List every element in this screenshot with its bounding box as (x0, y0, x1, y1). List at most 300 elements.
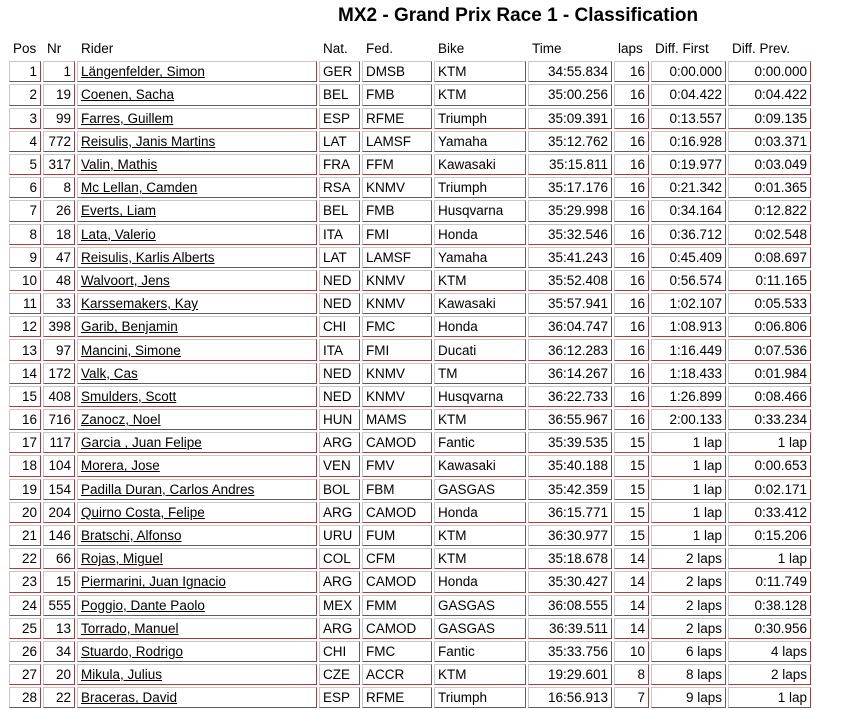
cell-time: 35:40.188 (528, 455, 612, 476)
table-row (9, 61, 811, 82)
cell-diff-first: 0:16.928 (651, 131, 726, 152)
cell-fed: FMI (362, 224, 432, 245)
rider-link[interactable]: Poggio, Dante Paolo (81, 597, 205, 613)
cell-diff-prev: 0:03.049 (728, 154, 811, 175)
table-row (9, 432, 811, 453)
table-row (9, 154, 811, 175)
cell-laps: 16 (614, 108, 649, 129)
cell-bike: Fantic (434, 641, 526, 662)
cell-diff-first: 0:21.342 (651, 177, 726, 198)
cell-nat: ESP (319, 108, 360, 129)
cell-pos: 21 (9, 525, 41, 546)
cell-pos: 6 (9, 177, 41, 198)
cell-pos: 26 (9, 641, 41, 662)
rider-link[interactable]: Farres, Guillem (81, 110, 174, 126)
table-row (9, 525, 811, 546)
cell-bike: Honda (434, 502, 526, 523)
cell-nr: 1 (43, 61, 75, 82)
cell-rider (77, 595, 317, 616)
col-header-pos: Pos (13, 41, 37, 57)
cell-pos: 19 (9, 479, 41, 500)
cell-bike: KTM (434, 270, 526, 291)
col-header-nr: Nr (47, 41, 62, 57)
table-row (9, 409, 811, 430)
cell-time: 36:04.747 (528, 316, 612, 337)
cell-laps: 15 (614, 432, 649, 453)
table-row (9, 363, 811, 384)
table-row (9, 479, 811, 500)
cell-nr: 104 (43, 455, 75, 476)
cell-bike: Honda (434, 571, 526, 592)
cell-time: 19:29.601 (528, 664, 612, 685)
cell-fed: RFME (362, 108, 432, 129)
cell-rider (77, 108, 317, 129)
cell-diff-first: 2 laps (651, 571, 726, 592)
cell-nr: 20 (43, 664, 75, 685)
cell-time: 36:30.977 (528, 525, 612, 546)
cell-laps: 16 (614, 177, 649, 198)
table-row (9, 571, 811, 592)
cell-rider (77, 131, 317, 152)
cell-diff-prev: 0:02.171 (728, 479, 811, 500)
cell-diff-first: 2 laps (651, 548, 726, 569)
cell-laps: 16 (614, 293, 649, 314)
cell-rider (77, 293, 317, 314)
cell-diff-prev: 0:11.165 (728, 270, 811, 291)
cell-time: 35:39.535 (528, 432, 612, 453)
cell-diff-prev: 0:03.371 (728, 131, 811, 152)
cell-diff-prev: 0:12.822 (728, 200, 811, 221)
cell-time: 35:18.678 (528, 548, 612, 569)
cell-pos: 10 (9, 270, 41, 291)
cell-pos: 14 (9, 363, 41, 384)
cell-pos: 20 (9, 502, 41, 523)
cell-rider (77, 270, 317, 291)
cell-laps: 10 (614, 641, 649, 662)
cell-pos: 13 (9, 339, 41, 360)
table-row (9, 224, 811, 245)
cell-laps: 15 (614, 525, 649, 546)
cell-rider (77, 664, 317, 685)
cell-pos: 27 (9, 664, 41, 685)
cell-nr: 408 (43, 386, 75, 407)
col-header-fed: Fed. (366, 41, 394, 57)
header-row (9, 37, 811, 59)
cell-nat: ARG (319, 432, 360, 453)
cell-fed: FMV (362, 455, 432, 476)
cell-nr: 18 (43, 224, 75, 245)
rider-link[interactable]: Längenfelder, Simon (81, 64, 205, 80)
page-title: MX2 - Grand Prix Race 1 - Classification (338, 5, 699, 26)
cell-fed: ACCR (362, 664, 432, 685)
cell-nat: BOL (319, 479, 360, 500)
cell-pos: 4 (9, 131, 41, 152)
rider-link[interactable]: Reisulis, Karlis Alberts (81, 249, 215, 265)
cell-diff-first: 0:34.164 (651, 200, 726, 221)
rider-link[interactable]: Coenen, Sacha (81, 87, 175, 103)
cell-laps: 16 (614, 224, 649, 245)
cell-time: 36:15.771 (528, 502, 612, 523)
cell-pos: 15 (9, 386, 41, 407)
cell-rider (77, 61, 317, 82)
cell-nr: 15 (43, 571, 75, 592)
cell-diff-prev: 0:00.000 (728, 61, 811, 82)
cell-diff-first: 1 lap (651, 479, 726, 500)
cell-nat: ARG (319, 571, 360, 592)
cell-laps: 14 (614, 618, 649, 639)
table-row (9, 641, 811, 662)
cell-fed: DMSB (362, 61, 432, 82)
cell-diff-first: 2:00.133 (651, 409, 726, 430)
rider-link[interactable]: Quirno Costa, Felipe (81, 504, 205, 520)
rider-link[interactable]: Torrado, Manuel (81, 620, 179, 636)
table-row (9, 664, 811, 685)
cell-fed: CAMOD (362, 432, 432, 453)
cell-time: 34:55.834 (528, 61, 612, 82)
table-row (9, 131, 811, 152)
cell-nat: ITA (319, 224, 360, 245)
cell-rider (77, 618, 317, 639)
table-row (9, 455, 811, 476)
cell-diff-first: 1:08.913 (651, 316, 726, 337)
cell-nr: 19 (43, 84, 75, 105)
cell-nr: 204 (43, 502, 75, 523)
cell-pos: 22 (9, 548, 41, 569)
cell-diff-prev: 0:33.234 (728, 409, 811, 430)
cell-pos: 2 (9, 84, 41, 105)
cell-diff-prev: 0:00.653 (728, 455, 811, 476)
rider-link[interactable]: Lata, Valerio (81, 226, 156, 242)
cell-diff-prev: 0:30.956 (728, 618, 811, 639)
cell-bike: Yamaha (434, 131, 526, 152)
cell-nat: NED (319, 293, 360, 314)
cell-time: 35:09.391 (528, 108, 612, 129)
rider-link[interactable]: Smulders, Scott (81, 388, 177, 404)
classification-table (7, 35, 813, 710)
cell-nr: 33 (43, 293, 75, 314)
cell-diff-prev: 1 lap (728, 687, 811, 708)
cell-diff-prev: 0:15.206 (728, 525, 811, 546)
cell-bike: Husqvarna (434, 200, 526, 221)
rider-link[interactable]: Padilla Duran, Carlos Andres (81, 481, 255, 497)
cell-nr: 772 (43, 131, 75, 152)
cell-nr: 34 (43, 641, 75, 662)
cell-nat: GER (319, 61, 360, 82)
table-row (9, 108, 811, 129)
cell-diff-prev: 4 laps (728, 641, 811, 662)
cell-rider (77, 247, 317, 268)
table-row (9, 270, 811, 291)
cell-rider (77, 386, 317, 407)
cell-diff-first: 1 lap (651, 502, 726, 523)
cell-time: 35:33.756 (528, 641, 612, 662)
cell-rider (77, 525, 317, 546)
cell-nat: URU (319, 525, 360, 546)
cell-laps: 15 (614, 479, 649, 500)
cell-bike: KTM (434, 548, 526, 569)
cell-diff-first: 8 laps (651, 664, 726, 685)
cell-nat: ITA (319, 339, 360, 360)
cell-nat: CZE (319, 664, 360, 685)
cell-fed: FMB (362, 84, 432, 105)
cell-time: 35:30.427 (528, 571, 612, 592)
cell-laps: 16 (614, 154, 649, 175)
rider-link[interactable]: Garcia , Juan Felipe (81, 435, 202, 451)
cell-pos: 9 (9, 247, 41, 268)
table-row (9, 502, 811, 523)
cell-pos: 17 (9, 432, 41, 453)
cell-bike: GASGAS (434, 618, 526, 639)
cell-nat: RSA (319, 177, 360, 198)
cell-nr: 48 (43, 270, 75, 291)
cell-bike: Husqvarna (434, 386, 526, 407)
cell-bike: KTM (434, 525, 526, 546)
cell-pos: 24 (9, 595, 41, 616)
cell-bike: Kawasaki (434, 154, 526, 175)
cell-fed: MAMS (362, 409, 432, 430)
cell-fed: KNMV (362, 177, 432, 198)
cell-bike: KTM (434, 664, 526, 685)
cell-time: 35:42.359 (528, 479, 612, 500)
cell-diff-first: 0:04.422 (651, 84, 726, 105)
cell-nat: HUN (319, 409, 360, 430)
col-header-diff-prev: Diff. Prev. (732, 41, 791, 57)
col-header-laps: laps (618, 41, 643, 57)
cell-pos: 28 (9, 687, 41, 708)
cell-nr: 317 (43, 154, 75, 175)
cell-diff-prev: 0:33.412 (728, 502, 811, 523)
cell-nat: BEL (319, 200, 360, 221)
cell-fed: CAMOD (362, 618, 432, 639)
cell-pos: 18 (9, 455, 41, 476)
cell-pos: 1 (9, 61, 41, 82)
cell-rider (77, 571, 317, 592)
cell-fed: CAMOD (362, 571, 432, 592)
cell-fed: RFME (362, 687, 432, 708)
cell-pos: 8 (9, 224, 41, 245)
cell-diff-prev: 0:01.365 (728, 177, 811, 198)
cell-nat: COL (319, 548, 360, 569)
rider-link[interactable]: Valin, Mathis (81, 157, 158, 173)
cell-fed: KNMV (362, 363, 432, 384)
cell-bike: GASGAS (434, 479, 526, 500)
cell-laps: 7 (614, 687, 649, 708)
cell-nat: ARG (319, 502, 360, 523)
cell-diff-prev: 0:06.806 (728, 316, 811, 337)
cell-diff-prev: 0:05.533 (728, 293, 811, 314)
cell-bike: Kawasaki (434, 455, 526, 476)
cell-nat: NED (319, 363, 360, 384)
rider-link[interactable]: Rojas, Miguel (81, 551, 163, 567)
cell-diff-first: 2 laps (651, 595, 726, 616)
cell-time: 35:12.762 (528, 131, 612, 152)
table-row (9, 687, 811, 708)
cell-bike: Triumph (434, 687, 526, 708)
cell-time: 35:29.998 (528, 200, 612, 221)
rider-link[interactable]: Walvoort, Jens (81, 272, 170, 288)
cell-bike: Yamaha (434, 247, 526, 268)
rider-link[interactable]: Valk, Cas (81, 365, 138, 381)
cell-rider (77, 84, 317, 105)
cell-nr: 13 (43, 618, 75, 639)
cell-diff-first: 0:00.000 (651, 61, 726, 82)
cell-nat: CHI (319, 316, 360, 337)
cell-time: 35:00.256 (528, 84, 612, 105)
cell-nr: 47 (43, 247, 75, 268)
cell-nat: CHI (319, 641, 360, 662)
table-row (9, 595, 811, 616)
rider-link[interactable]: Garib, Benjamin (81, 319, 178, 335)
cell-nat: VEN (319, 455, 360, 476)
cell-nat: FRA (319, 154, 360, 175)
rider-link[interactable]: Bratschi, Alfonso (81, 528, 182, 544)
cell-fed: LAMSF (362, 131, 432, 152)
rider-link[interactable]: Piermarini, Juan Ignacio (81, 574, 226, 590)
cell-bike: Honda (434, 224, 526, 245)
cell-rider (77, 432, 317, 453)
cell-pos: 16 (9, 409, 41, 430)
cell-time: 36:39.511 (528, 618, 612, 639)
cell-laps: 16 (614, 247, 649, 268)
cell-rider (77, 224, 317, 245)
cell-laps: 16 (614, 363, 649, 384)
rider-link[interactable]: Zanocz, Noel (81, 412, 161, 428)
cell-nat: MEX (319, 595, 360, 616)
cell-bike: Honda (434, 316, 526, 337)
col-header-bike: Bike (438, 41, 465, 57)
cell-diff-prev: 2 laps (728, 664, 811, 685)
cell-time: 36:08.555 (528, 595, 612, 616)
table-row (9, 386, 811, 407)
cell-laps: 15 (614, 502, 649, 523)
cell-diff-prev: 0:08.697 (728, 247, 811, 268)
cell-pos: 23 (9, 571, 41, 592)
cell-bike: TM (434, 363, 526, 384)
cell-pos: 25 (9, 618, 41, 639)
cell-diff-first: 1:16.449 (651, 339, 726, 360)
rider-link[interactable]: Reisulis, Janis Martins (81, 133, 216, 149)
cell-diff-prev: 0:02.548 (728, 224, 811, 245)
cell-fed: FFM (362, 154, 432, 175)
cell-diff-prev: 0:08.466 (728, 386, 811, 407)
cell-nat: LAT (319, 247, 360, 268)
cell-nr: 99 (43, 108, 75, 129)
cell-diff-prev: 0:09.135 (728, 108, 811, 129)
cell-diff-first: 1 lap (651, 525, 726, 546)
cell-pos: 12 (9, 316, 41, 337)
cell-time: 35:52.408 (528, 270, 612, 291)
cell-nat: ARG (319, 618, 360, 639)
cell-fed: KNMV (362, 270, 432, 291)
rider-link[interactable]: Stuardo, Rodrigo (81, 643, 184, 659)
cell-diff-prev: 0:38.128 (728, 595, 811, 616)
col-header-time: Time (532, 41, 562, 57)
rider-link[interactable]: Karssemakers, Kay (81, 296, 199, 312)
cell-nat: LAT (319, 131, 360, 152)
cell-nr: 8 (43, 177, 75, 198)
cell-time: 35:15.811 (528, 154, 612, 175)
cell-fed: FMC (362, 641, 432, 662)
cell-diff-first: 0:13.557 (651, 108, 726, 129)
cell-laps: 16 (614, 386, 649, 407)
cell-rider (77, 479, 317, 500)
cell-rider (77, 687, 317, 708)
cell-diff-first: 1 lap (651, 432, 726, 453)
cell-diff-first: 1:02.107 (651, 293, 726, 314)
cell-laps: 16 (614, 339, 649, 360)
cell-diff-prev: 0:01.984 (728, 363, 811, 384)
table-row (9, 200, 811, 221)
classification-rows (9, 61, 811, 708)
cell-bike: Triumph (434, 108, 526, 129)
cell-time: 35:32.546 (528, 224, 612, 245)
cell-laps: 8 (614, 664, 649, 685)
cell-nr: 154 (43, 479, 75, 500)
col-header-diff-first: Diff. First (655, 41, 709, 57)
cell-bike: Fantic (434, 432, 526, 453)
cell-diff-first: 2 laps (651, 618, 726, 639)
cell-rider (77, 339, 317, 360)
cell-time: 36:55.967 (528, 409, 612, 430)
cell-pos: 5 (9, 154, 41, 175)
cell-laps: 16 (614, 131, 649, 152)
cell-diff-first: 0:36.712 (651, 224, 726, 245)
table-row (9, 177, 811, 198)
cell-diff-first: 0:45.409 (651, 247, 726, 268)
cell-diff-prev: 0:04.422 (728, 84, 811, 105)
cell-time: 35:17.176 (528, 177, 612, 198)
cell-rider (77, 548, 317, 569)
rider-link[interactable]: Mancini, Simone (81, 342, 181, 358)
cell-diff-first: 1:26.899 (651, 386, 726, 407)
cell-nat: ESP (319, 687, 360, 708)
cell-diff-first: 1:18.433 (651, 363, 726, 384)
table-row (9, 316, 811, 337)
cell-diff-first: 6 laps (651, 641, 726, 662)
cell-pos: 3 (9, 108, 41, 129)
table-row (9, 618, 811, 639)
rider-link[interactable]: Everts, Liam (81, 203, 157, 219)
cell-nr: 555 (43, 595, 75, 616)
cell-rider (77, 200, 317, 221)
cell-pos: 11 (9, 293, 41, 314)
cell-nat: BEL (319, 84, 360, 105)
cell-laps: 14 (614, 595, 649, 616)
rider-link[interactable]: Braceras, David (81, 690, 178, 706)
cell-fed: CAMOD (362, 502, 432, 523)
cell-fed: FMI (362, 339, 432, 360)
rider-link[interactable]: Mc Lellan, Camden (81, 180, 198, 196)
table-row (9, 548, 811, 569)
col-header-rider: Rider (81, 41, 114, 57)
cell-nr: 398 (43, 316, 75, 337)
cell-rider (77, 177, 317, 198)
cell-diff-prev: 1 lap (728, 432, 811, 453)
cell-bike: KTM (434, 409, 526, 430)
cell-time: 16:56.913 (528, 687, 612, 708)
cell-laps: 16 (614, 316, 649, 337)
cell-fed: FUM (362, 525, 432, 546)
cell-nat: NED (319, 270, 360, 291)
cell-diff-first: 9 laps (651, 687, 726, 708)
cell-nr: 716 (43, 409, 75, 430)
cell-bike: KTM (434, 84, 526, 105)
rider-link[interactable]: Morera, Jose (81, 458, 160, 474)
cell-fed: FMB (362, 200, 432, 221)
rider-link[interactable]: Mikula, Julius (81, 667, 163, 683)
cell-nr: 146 (43, 525, 75, 546)
cell-nr: 66 (43, 548, 75, 569)
